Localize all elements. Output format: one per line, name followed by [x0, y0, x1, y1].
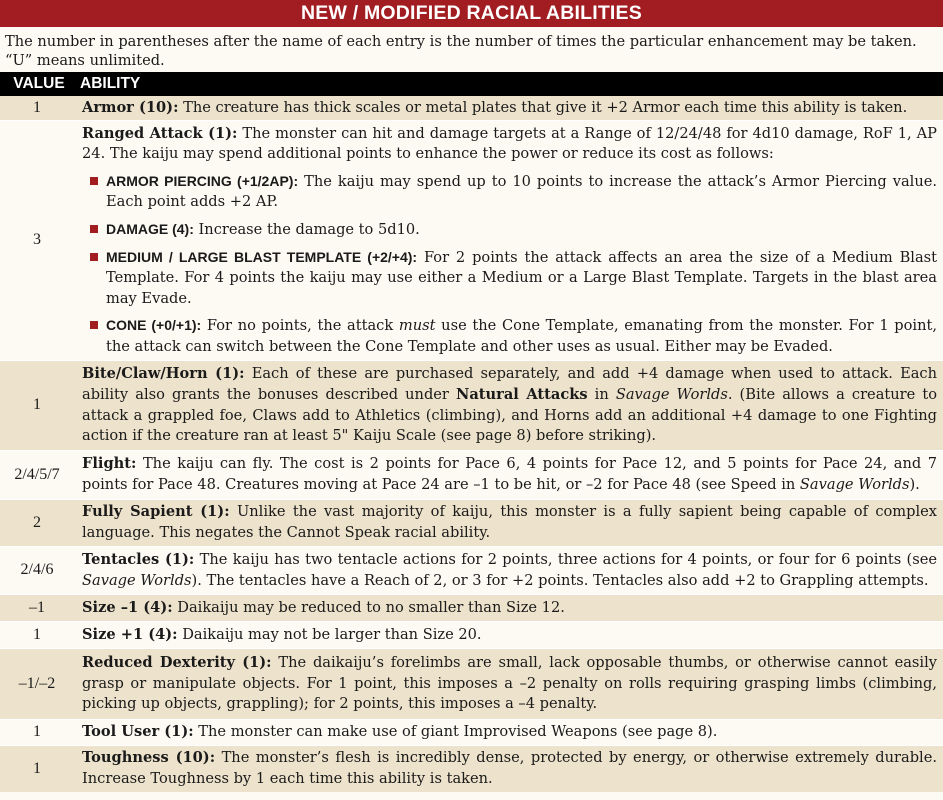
- ability-text: The daikaiju’s forelimbs are small, lack opposable thumbs, or otherwise cannot easily grasp or manipulate objects. For 1 point, this imposes a –2 penalty on rolls requiring grasping limbs (climbing, picking up objects, grappling); for 2 points, this imposes a –4 penalty.: [82, 654, 937, 713]
- sub-option: [90, 247, 937, 310]
- table-row: [0, 649, 943, 720]
- table-row: [0, 720, 943, 746]
- header-value: VALUE: [13, 75, 65, 92]
- row-value: 1: [33, 759, 41, 777]
- ability-name: Reduced Dexterity (1):: [82, 654, 272, 672]
- ability-text: The creature has thick scales or metal plates that give it +2 Armor each time this ability is taken.: [183, 98, 908, 116]
- ability-name: Toughness (10):: [82, 749, 216, 767]
- row-ability: [74, 596, 943, 621]
- row-ability: [74, 746, 943, 791]
- sub-option: [90, 315, 937, 357]
- row-value: 1: [33, 723, 41, 741]
- sub-option-text: use the Cone Template, emanating from the monster. For 1 point, the attack can switch between the Cone Template and other uses as usual. Either may be Evaded.: [106, 317, 938, 355]
- ability-name: Size +1 (4):: [82, 625, 178, 643]
- ability-text: The monster’s flesh is incredibly dense, protected by energy, or otherwise extremely durable. Increase Toughness by 1 each time this ability is taken.: [82, 749, 937, 787]
- ability-text: Daikaiju may not be larger than Size 20.: [182, 625, 482, 643]
- ability-name: Flight:: [82, 455, 137, 473]
- table-row: [0, 547, 943, 595]
- table-row: [0, 96, 943, 121]
- sub-option-text: For 2 points the attack affects an area the size of a Medium Blast Template. For 4 points the kaiju may use either a Medium or a Large Blast Template. Targets in the blast area may Evade.: [106, 248, 938, 307]
- ability-name: Tool User (1):: [82, 723, 194, 741]
- row-value: 2/4/6: [20, 561, 54, 579]
- table-row: [0, 746, 943, 792]
- row-ability: [74, 362, 943, 448]
- row-value: 2/4/5/7: [14, 465, 60, 483]
- ability-reference: Natural Attacks: [456, 385, 588, 403]
- row-ability: [74, 96, 943, 121]
- sub-option-text: For no points, the attack: [206, 317, 399, 335]
- row-ability: [74, 720, 943, 745]
- ability-text: The monster can hit and damage targets at a Range of 12/24/48 for 4d10 damage, RoF 1, AP 24. The kaiju may spend additional points to enhance the power or reduce its cost as follows:: [82, 124, 937, 163]
- book-title: Savage Worlds: [799, 476, 910, 493]
- ability-text: Unlike the vast majority of kaiju, this monster is a fully sapient being capable of complex language. This negates the Cannot Speak racial ability.: [82, 503, 937, 541]
- sub-option-text: Increase the damage to 5d10.: [198, 220, 420, 238]
- ability-name: Ranged Attack (1):: [82, 124, 238, 142]
- ability-text: Each of these are purchased separately, and add +4 damage when used to attack. Each ability also grants the bonuses described under: [82, 365, 937, 403]
- row-value: 3: [33, 231, 41, 249]
- ability-text: Daikaiju may be reduced to no smaller than Size 12.: [177, 598, 565, 616]
- emphasis-text: must: [398, 317, 436, 335]
- table-row: [0, 361, 943, 451]
- table-row: [0, 622, 943, 649]
- row-value: –1/–2: [18, 674, 56, 692]
- sub-option-name: DAMAGE (4):: [106, 220, 194, 237]
- row-ability: [74, 122, 943, 360]
- row-value: 1: [33, 396, 41, 414]
- ability-text: The kaiju has two tentacle actions for 2 points, three actions for 4 points, or four for 6 points (see: [199, 550, 938, 568]
- book-title: Savage Worlds: [82, 571, 192, 589]
- row-value: 1: [33, 98, 41, 116]
- intro-text: The number in parentheses after the name of each entry is the number of times the particular enhancement may be taken. “U” means unlimited.: [5, 33, 917, 69]
- row-ability: [74, 452, 943, 497]
- ability-name: Bite/Claw/Horn (1):: [82, 365, 245, 383]
- row-ability: [74, 623, 943, 648]
- table-title: NEW / MODIFIED RACIAL ABILITIES: [0, 0, 943, 27]
- row-value: 2: [33, 513, 41, 531]
- sub-option-name: MEDIUM / LARGE BLAST TEMPLATE (+2/+4):: [106, 248, 418, 265]
- sub-option-name: ARMOR PIERCING (+1/2AP):: [106, 172, 299, 189]
- row-value: –1: [29, 598, 45, 616]
- ability-text: ). The tentacles have a Reach of 2, or 3 for +2 points. Tentacles also add +2 to Grappling attempts.: [191, 571, 929, 589]
- table-row: [0, 500, 943, 547]
- ability-name: Armor (10):: [82, 98, 179, 116]
- ability-name: Size –1 (4):: [82, 598, 173, 616]
- ability-text: . (Bite allows a creature to attack a grappled foe, Claws add to Athletics (climbing), and Horns add an additional +4 damage to one Fighting action if the creature ran at least 5" Kaiju Scale (see page 8) before striking).: [82, 385, 938, 445]
- ability-name: Fully Sapient (1):: [82, 503, 230, 521]
- ability-text: The monster can make use of giant Improvised Weapons (see page 8).: [198, 723, 718, 741]
- ability-name: Tentacles (1):: [82, 550, 195, 568]
- bullet-icon: [90, 253, 98, 261]
- row-value: 1: [33, 625, 41, 643]
- header-ability: ABILITY: [80, 75, 141, 92]
- bullet-icon: [90, 225, 98, 233]
- ability-text: The kaiju can fly. The cost is 2 points for Pace 6, 4 points for Pace 12, and 5 points for Pace 24, and 7 points for Pace 48. Creatures moving at Pace 24 are –1 to be hit, or –2 for Pace 48 (see Speed in: [82, 455, 937, 493]
- sub-option-name: CONE (+0/+1):: [106, 317, 202, 334]
- ability-text: ).: [909, 476, 920, 493]
- book-title: Savage Worlds: [615, 385, 728, 403]
- row-ability: [74, 500, 943, 545]
- sub-option: [90, 219, 937, 241]
- sub-option: [90, 171, 937, 213]
- table-header: [0, 72, 943, 96]
- table-row: [0, 451, 943, 500]
- bullet-icon: [90, 321, 98, 329]
- sub-option-text: The kaiju may spend up to 10 points to increase the attack’s Armor Piercing value. Each point adds +2 AP.: [106, 172, 937, 211]
- table-row: [0, 595, 943, 622]
- row-ability: [74, 651, 943, 717]
- ability-text: in: [587, 385, 616, 403]
- bullet-icon: [90, 177, 98, 185]
- row-ability: [74, 548, 943, 593]
- table-row: [0, 121, 943, 361]
